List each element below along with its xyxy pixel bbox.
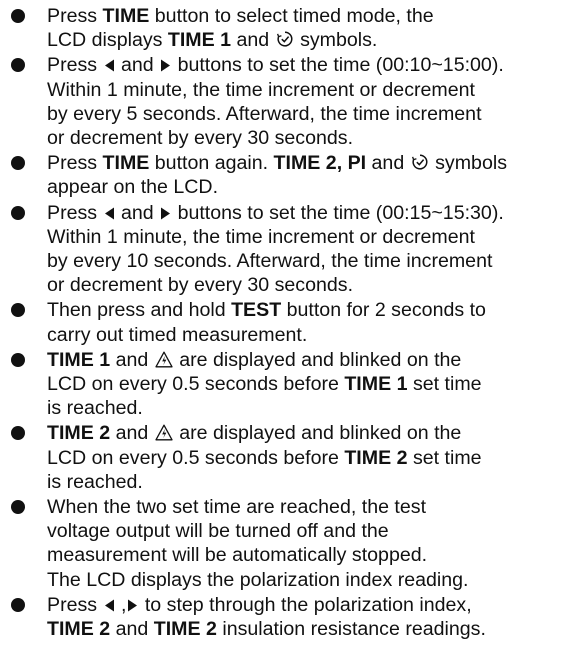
right-arrow-icon: [160, 58, 171, 73]
text-segment: Press: [47, 5, 103, 27]
text-line: or decrement by every 30 seconds.: [47, 274, 354, 297]
list-item: [10, 4, 559, 52]
left-arrow-icon: [104, 598, 115, 613]
text-line: [47, 348, 559, 372]
text-segment: and: [110, 348, 154, 371]
text-line: or decrement by every 30 seconds.: [47, 127, 354, 150]
keyword-test: TEST: [231, 299, 282, 322]
keyword-time-2-pi: TIME 2, PI: [273, 152, 367, 175]
text-segment: LCD on every 0.5 seconds before: [47, 373, 345, 396]
warning-icon: [155, 424, 173, 441]
text-line: is reached.: [47, 470, 143, 493]
text-line: [47, 298, 559, 322]
text-segment: are displayed and blinked on the: [173, 348, 462, 371]
bullet-icon: [11, 353, 25, 367]
text-segment: symbols: [429, 152, 507, 175]
bullet-icon: [11, 500, 25, 514]
keyword-time: TIME: [102, 152, 150, 175]
text-line: appear on the LCD.: [47, 176, 219, 199]
text-segment: LCD displays: [47, 29, 168, 52]
bullet-icon: [11, 156, 25, 170]
text-line: [47, 593, 559, 617]
text-line: is reached.: [47, 397, 143, 420]
text-segment: Then press and hold: [47, 299, 232, 322]
text-segment: button to select timed mode, the: [149, 5, 434, 27]
text-segment: Press: [47, 54, 103, 77]
instruction-list: [10, 4, 559, 641]
keyword-time-1: TIME 1: [47, 348, 111, 371]
keyword-time-2: TIME 2: [47, 618, 111, 641]
text-line: The LCD displays the polarization index reading.: [47, 568, 469, 591]
text-segment: and: [231, 29, 275, 52]
text-line: [47, 617, 559, 641]
bullet-icon: [11, 303, 25, 317]
right-arrow-icon: [160, 206, 171, 221]
text-segment: set time: [407, 373, 482, 396]
list-item: [10, 151, 559, 199]
text-segment: button for 2 seconds to: [281, 299, 486, 322]
keyword-time-2: TIME 2: [344, 446, 408, 469]
timer-icon: [411, 153, 429, 171]
text-segment: button again.: [149, 152, 274, 175]
keyword-time: TIME: [102, 5, 150, 27]
text-line: by every 10 seconds. Afterward, the time increment: [47, 250, 493, 273]
keyword-time-2: TIME 2: [153, 618, 217, 641]
text-segment: set time: [407, 446, 482, 469]
text-line: [47, 4, 559, 28]
text-segment: and: [110, 422, 154, 445]
text-line: [47, 446, 559, 470]
text-segment: Press: [47, 593, 103, 616]
text-line: voltage output will be turned off and the: [47, 520, 389, 543]
text-line: measurement will be automatically stopped.: [47, 544, 428, 567]
text-segment: and: [115, 201, 160, 224]
text-segment: Press: [47, 152, 103, 175]
text-line: When the two set time are reached, the test: [47, 496, 427, 519]
text-line: [47, 421, 559, 445]
text-segment: and: [115, 54, 160, 77]
text-line: Within 1 minute, the time increment or decrement: [47, 78, 475, 101]
bullet-icon: [11, 598, 25, 612]
text-line: [47, 372, 559, 396]
keyword-time-1: TIME 1: [167, 29, 232, 52]
text-segment: LCD on every 0.5 seconds before: [47, 446, 345, 469]
text-line: [47, 53, 559, 77]
bullet-icon: [11, 58, 25, 72]
timer-icon: [276, 30, 294, 48]
left-arrow-icon: [104, 206, 115, 221]
keyword-time-1: TIME 1: [344, 373, 408, 396]
text-segment: symbols.: [294, 29, 378, 52]
text-segment: buttons to set the time (00:10~15:00).: [172, 54, 504, 77]
text-segment: and: [110, 618, 154, 641]
text-line: carry out timed measurement.: [47, 323, 308, 346]
bullet-icon: [11, 206, 25, 220]
text-segment: insulation resistance readings.: [216, 618, 486, 641]
text-segment: ,: [115, 593, 127, 616]
list-item: [10, 593, 559, 641]
list-item: [10, 348, 559, 421]
list-item: [10, 201, 559, 298]
text-segment: buttons to set the time (00:15~15:30).: [172, 201, 504, 224]
list-item: [10, 421, 559, 494]
text-line: [47, 151, 559, 175]
text-segment: and: [366, 152, 410, 175]
list-item: [10, 495, 559, 592]
text-segment: are displayed and blinked on the: [173, 422, 462, 445]
bullet-icon: [11, 9, 25, 23]
warning-icon: [155, 351, 173, 368]
keyword-time-2: TIME 2: [47, 422, 111, 445]
text-line: [47, 201, 559, 225]
list-item: [10, 53, 559, 150]
right-arrow-icon: [127, 598, 138, 613]
text-segment: to step through the polarization index,: [139, 593, 472, 616]
list-item: [10, 298, 559, 346]
text-line: by every 5 seconds. Afterward, the time increment: [47, 102, 482, 125]
bullet-icon: [11, 426, 25, 440]
left-arrow-icon: [104, 58, 115, 73]
text-segment: Press: [47, 201, 103, 224]
text-line: [47, 28, 559, 52]
text-line: Within 1 minute, the time increment or decrement: [47, 225, 475, 248]
